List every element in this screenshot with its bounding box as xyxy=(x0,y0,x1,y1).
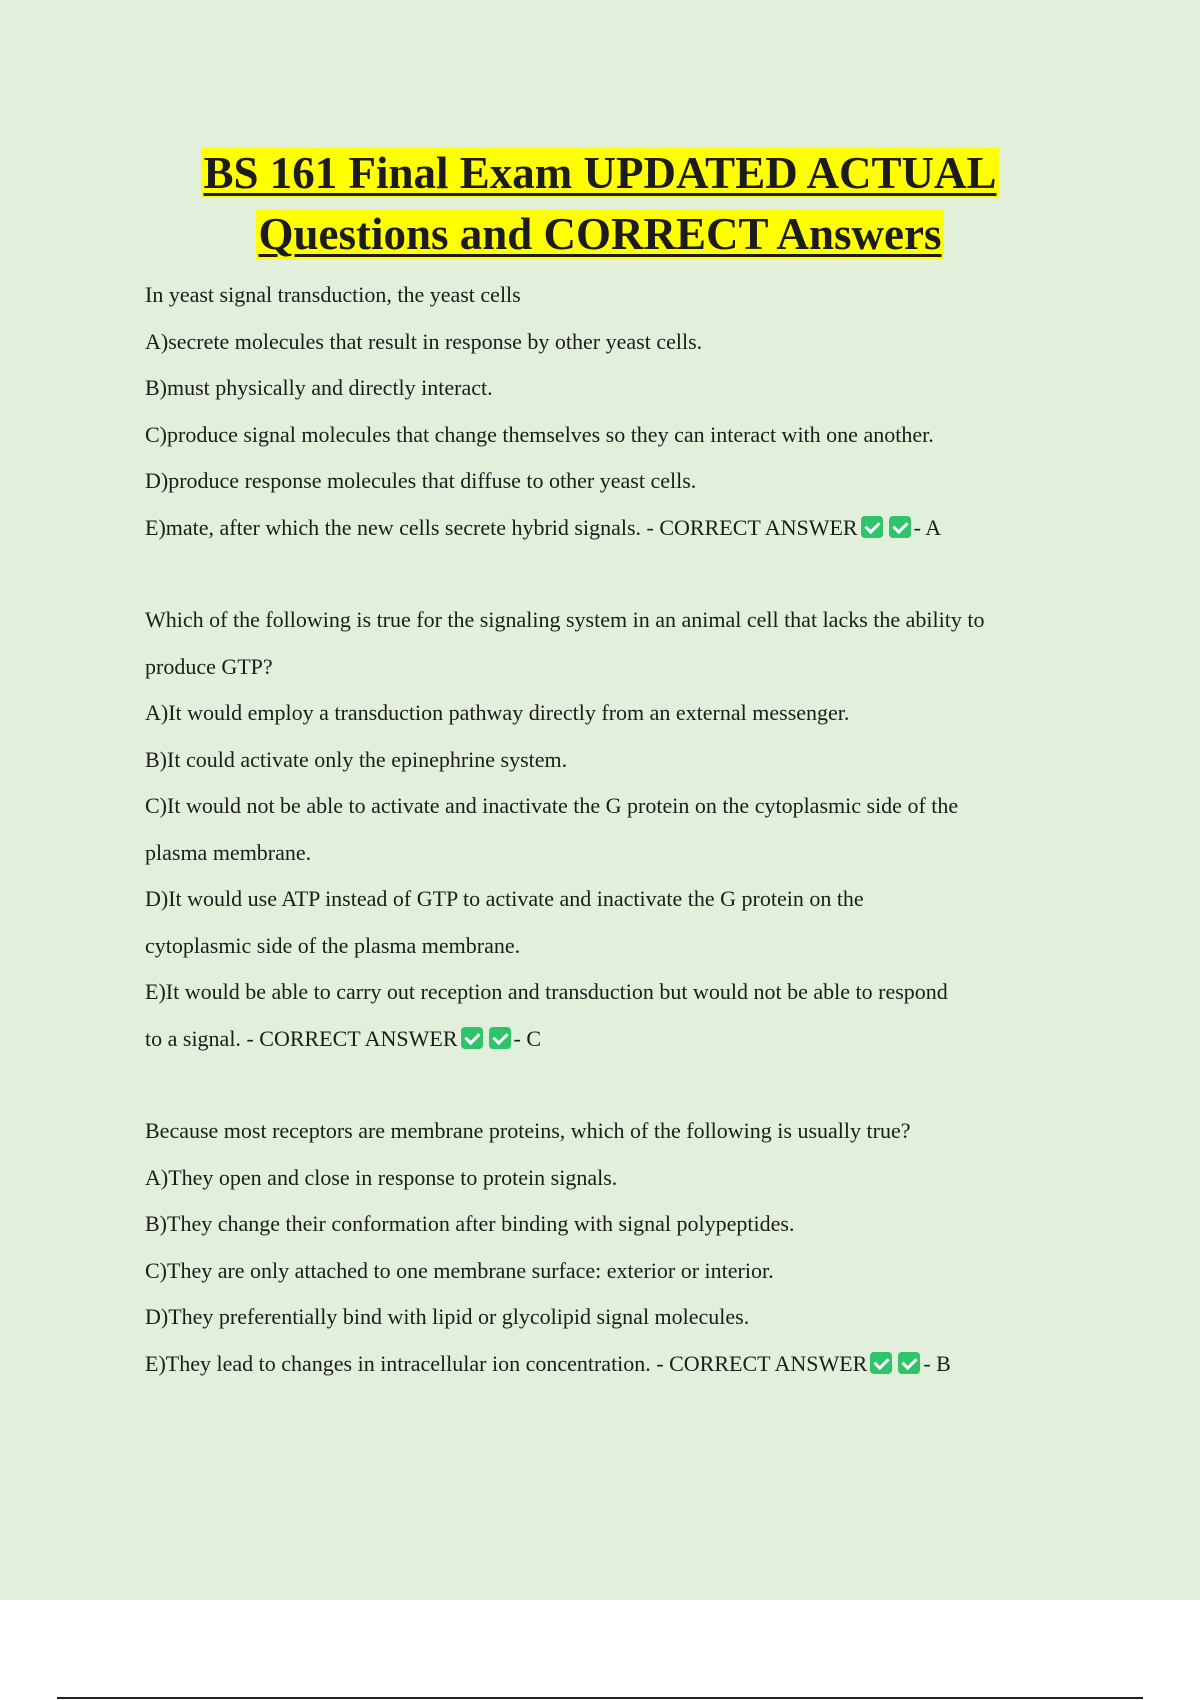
answer-option-with-key xyxy=(145,1341,1085,1388)
answer-option-with-key xyxy=(145,1016,1085,1063)
footer-divider xyxy=(57,1697,1143,1699)
correct-answer-letter: - B xyxy=(923,1350,951,1376)
answer-option: C)produce signal molecules that change themselves so they can interact with one another. xyxy=(145,421,934,447)
question-stem: In yeast signal transduction, the yeast cells xyxy=(145,282,521,307)
answer-option: E)It would be able to carry out reception and transduction but would not be able to respond xyxy=(145,979,948,1004)
question-stem: produce GTP? xyxy=(145,653,273,679)
question-block-3 xyxy=(145,1108,1085,1387)
answer-option: D)They preferentially bind with lipid or glycolipid signal molecules. xyxy=(145,1304,750,1329)
correct-answer-label: - CORRECT ANSWER xyxy=(246,1025,458,1051)
correct-answer-letter: - C xyxy=(513,1025,541,1051)
question-block-2 xyxy=(145,597,1085,1062)
answer-option: A)secrete molecules that result in response by other yeast cells. xyxy=(145,328,703,354)
green-check-box-icon xyxy=(898,1352,920,1374)
document-title xyxy=(0,143,1200,265)
answer-option: D)It would use ATP instead of GTP to activate and inactivate the G protein on the xyxy=(145,886,864,911)
green-check-box-icon xyxy=(461,1027,483,1049)
answer-option: B)It could activate only the epinephrine system. xyxy=(145,746,568,772)
answer-option-with-key xyxy=(145,505,1085,552)
green-check-box-icon xyxy=(889,516,911,538)
title-line-2: Questions and CORRECT Answers xyxy=(258,209,942,259)
answer-option: A)It would employ a transduction pathway directly from an external messenger. xyxy=(145,700,850,725)
answer-option: plasma membrane. xyxy=(145,839,312,865)
question-stem: Which of the following is true for the signaling system in an animal cell that lacks the ability to xyxy=(145,607,985,632)
title-line-1: BS 161 Final Exam UPDATED ACTUAL xyxy=(203,148,997,198)
answer-option: C)It would not be able to activate and inactivate the G protein on the cytoplasmic side of the xyxy=(145,793,959,818)
question-block-1 xyxy=(145,272,1085,551)
correct-answer-label: - CORRECT ANSWER xyxy=(646,514,858,540)
answer-option: A)They open and close in response to protein signals. xyxy=(145,1164,618,1190)
green-check-box-icon xyxy=(489,1027,511,1049)
answer-option: D)produce response molecules that diffuse to other yeast cells. xyxy=(145,468,697,493)
answer-option: B)They change their conformation after binding with signal polypeptides. xyxy=(145,1211,795,1236)
answer-option: B)must physically and directly interact. xyxy=(145,375,493,400)
correct-answer-label: - CORRECT ANSWER xyxy=(656,1350,868,1376)
question-list xyxy=(145,272,1085,1433)
correct-answer-letter: - A xyxy=(913,514,942,540)
green-check-box-icon xyxy=(870,1352,892,1374)
answer-option-text: to a signal. xyxy=(145,1025,241,1051)
answer-option: C)They are only attached to one membrane surface: exterior or interior. xyxy=(145,1257,774,1283)
answer-option-text: E)mate, after which the new cells secrete hybrid signals. xyxy=(145,514,642,540)
green-check-box-icon xyxy=(861,516,883,538)
answer-option: cytoplasmic side of the plasma membrane. xyxy=(145,932,521,958)
question-stem: Because most receptors are membrane proteins, which of the following is usually true? xyxy=(145,1118,911,1143)
answer-option-text: E)They lead to changes in intracellular ion concentration. xyxy=(145,1350,651,1376)
